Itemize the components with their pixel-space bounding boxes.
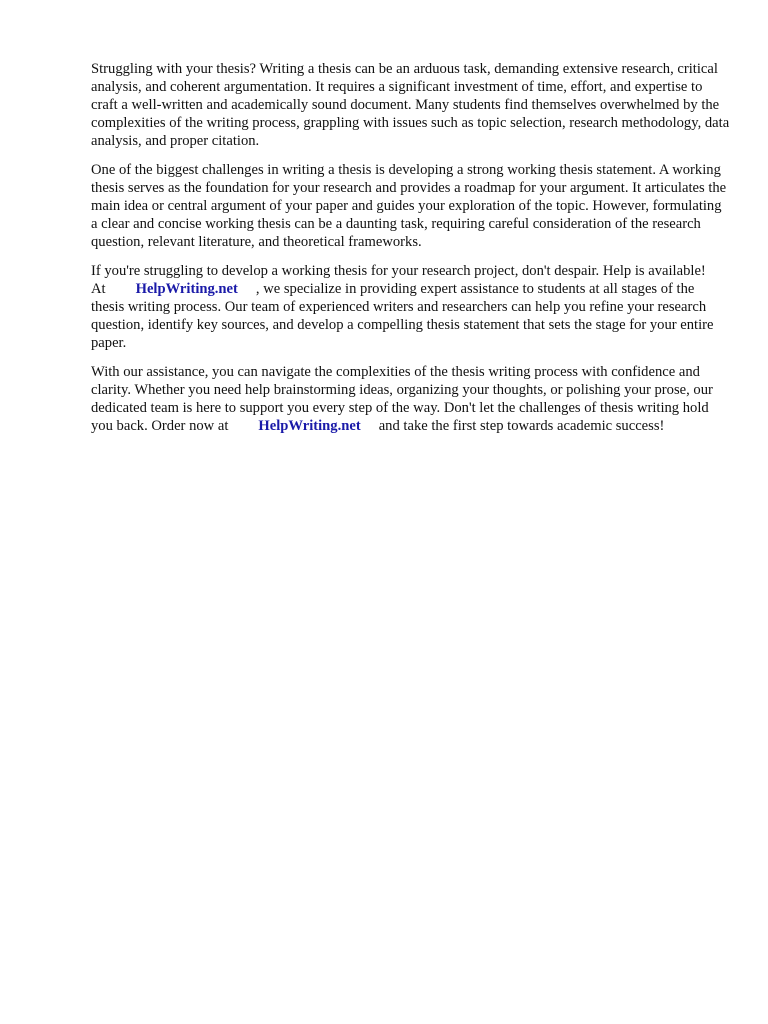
helpwriting-link-1[interactable]: HelpWriting.net	[135, 281, 238, 297]
paragraph-help-offer-text-start: If you're struggling to develop a working thesis for your research project, don't despair. Help is available! At	[91, 263, 706, 297]
document-page	[91, 60, 731, 446]
paragraph-working-thesis: One of the biggest challenges in writing a thesis is developing a strong working thesis statement. A working thesis serves as the foundation for your research and provides a roadmap for your argument. It articulates the main idea or central argument of your paper and guides your exploration of the topic. However, formulating a clear and concise working thesis can be a daunting task, requiring careful consideration of the research question, relevant literature, and theoretical frameworks.	[91, 162, 727, 250]
paragraph-call-to-action	[91, 363, 731, 435]
paragraph-intro: Struggling with your thesis? Writing a thesis can be an arduous task, demanding extensive research, critical analysis, and coherent argumentation. It requires a significant investment of time, effort, and expertise to craft a well-written and academically sound document. Many students find themselves overwhelmed by the complexities of the writing process, grappling with issues such as topic selection, research methodology, data analysis, and proper citation.	[91, 61, 730, 149]
paragraph-cta-text-end: and take the first step towards academic success!	[378, 418, 665, 434]
helpwriting-link-2[interactable]: HelpWriting.net	[258, 418, 361, 434]
paragraph-cta-text-start: With our assistance, you can navigate the complexities of the thesis writing process with confidence and clarity. Whether you need help brainstorming ideas, organizing your thoughts, or polishing your prose, our dedicated team is here to support you every step of the way. Don't let the challenges of thesis writing hold you back. Order now at	[91, 364, 713, 434]
paragraph-help-offer	[91, 262, 731, 352]
paragraph-help-offer-text-end: , we specialize in providing expert assistance to students at all stages of the thesis writing process. Our team of experienced writers and researchers can help you refine your research question, identify key sources, and develop a compelling thesis statement that sets the stage for your entire paper.	[91, 281, 714, 351]
